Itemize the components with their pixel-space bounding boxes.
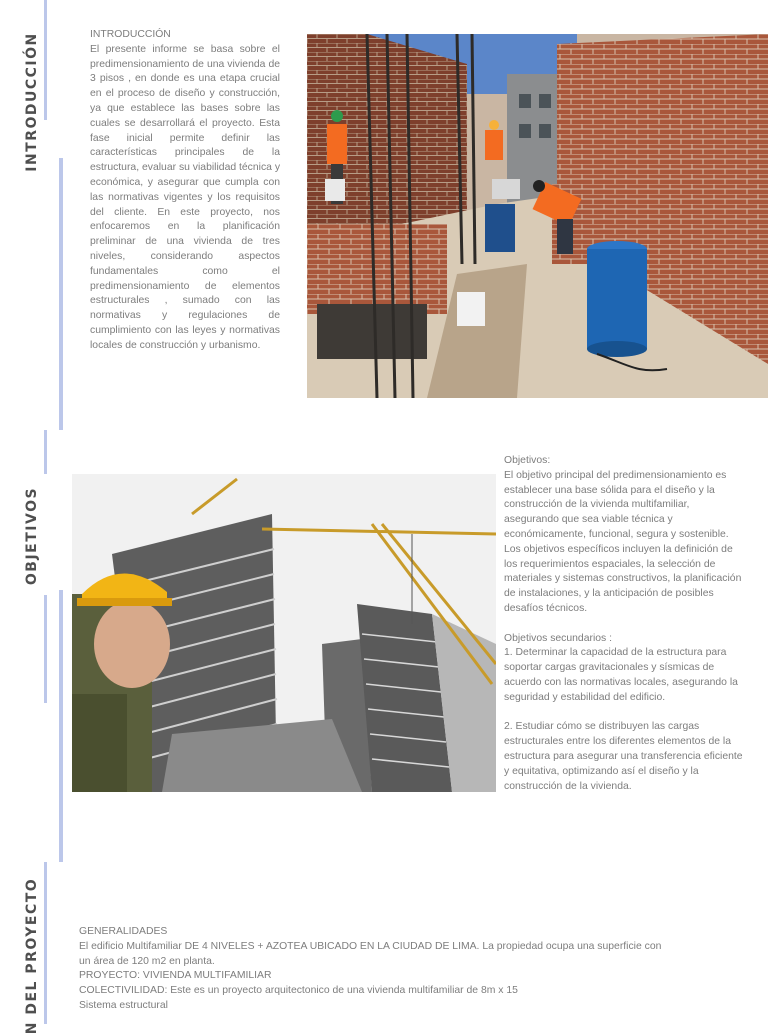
objectives-secondary-2: 2. Estudiar cómo se distribuyen las cargas estructurales entre los diferentes elementos de la estructura para asegurar una transferencia eficiente y equitativa, optimizando así el diseño y la construcción de la vivienda. — [504, 721, 743, 792]
highrise-cranes-illustration — [72, 474, 496, 792]
objectives-spacer — [504, 617, 744, 632]
generalidades-text-block — [79, 925, 739, 1014]
intro-body: El presente informe se basa sobre el predimensionamiento de una vivienda de 3 pisos , en donde es una etapa crucial en el proceso de diseño y construcción, ya que establece las bases sobre las cuales se desarrollará el proyecto. Esta fase inicial permite definir las características principales de la estructura, evaluar su viabilidad técnica y económica, y asegurar que cumpla con las normativas vigentes y los requisitos del cliente. En este proyecto, nos enfocaremos en la planificación preliminar de una vivienda de tres niveles, considerando aspectos fundamentales como el predimensionamiento de elementos estructurales , sumado con las normativas y regulaciones de cumplimiento con las leyes y normativas locales de construcción y urbanismo. — [90, 43, 281, 351]
objectives-secondary-1: 1. Determinar la capacidad de la estructura para soportar cargas gravitacionales y sísmicas de acuerdo con las normativas locales, asegurando la seguridad y estabilidad del edificio. — [504, 647, 738, 703]
generalidades-heading: GENERALIDADES — [79, 926, 168, 937]
accent-line-objectives-bottom — [59, 590, 63, 862]
generalidades-line-2: un área de 120 m2 en planta. — [79, 955, 215, 967]
generalidades-line-4: COLECTIVILIDAD: Este es un proyecto arquitectonico de una vivienda multifamiliar de 8m x 15 — [79, 985, 518, 997]
construction-site-illustration — [307, 34, 768, 398]
section-label-introduccion: INTRODUCCIÓN — [24, 32, 40, 172]
objectives-text-block — [504, 454, 744, 794]
accent-line-intro-bottom — [59, 158, 63, 430]
intro-heading: INTRODUCCIÓN — [90, 29, 171, 40]
highrise-cranes-photo — [72, 474, 496, 792]
objectives-spacer-2 — [504, 706, 744, 721]
generalidades-line-3: PROYECTO: VIVIENDA MULTIFAMILIAR — [79, 970, 272, 982]
intro-text-block — [90, 28, 280, 354]
accent-line-objectives-mid — [44, 595, 47, 703]
objectives-secondary-heading: Objetivos secundarios : — [504, 632, 613, 644]
generalidades-line-5: Sistema estructural — [79, 999, 168, 1011]
accent-line-project — [44, 862, 47, 1024]
accent-line-objectives-top — [44, 430, 47, 474]
objectives-main: El objetivo principal del predimensionamiento es establecer una base sólida para el diseño y la construcción de la vivienda multifamiliar, asegurando que sea viable técnica y económicamente, funcional, segura y sostenible. Los objetivos específicos incluyen la definición de los requerimientos espaciales, la selección de materiales y sistemas constructivos, la planificación de instalaciones, y la anticipación de posibles desafíos técnicos. — [504, 469, 742, 614]
generalidades-line-1: El edificio Multifamiliar DE 4 NIVELES + AZOTEA UBICADO EN LA CIUDAD DE LIMA. La propiedad ocupa una superficie con — [79, 940, 662, 952]
objectives-heading: Objetivos: — [504, 455, 551, 466]
accent-line-intro-top — [44, 0, 47, 120]
construction-site-photo — [307, 34, 768, 398]
section-label-objetivos: OBJETIVOS — [24, 486, 40, 586]
section-label-proyecto: N DEL PROYECTO — [24, 877, 40, 1034]
